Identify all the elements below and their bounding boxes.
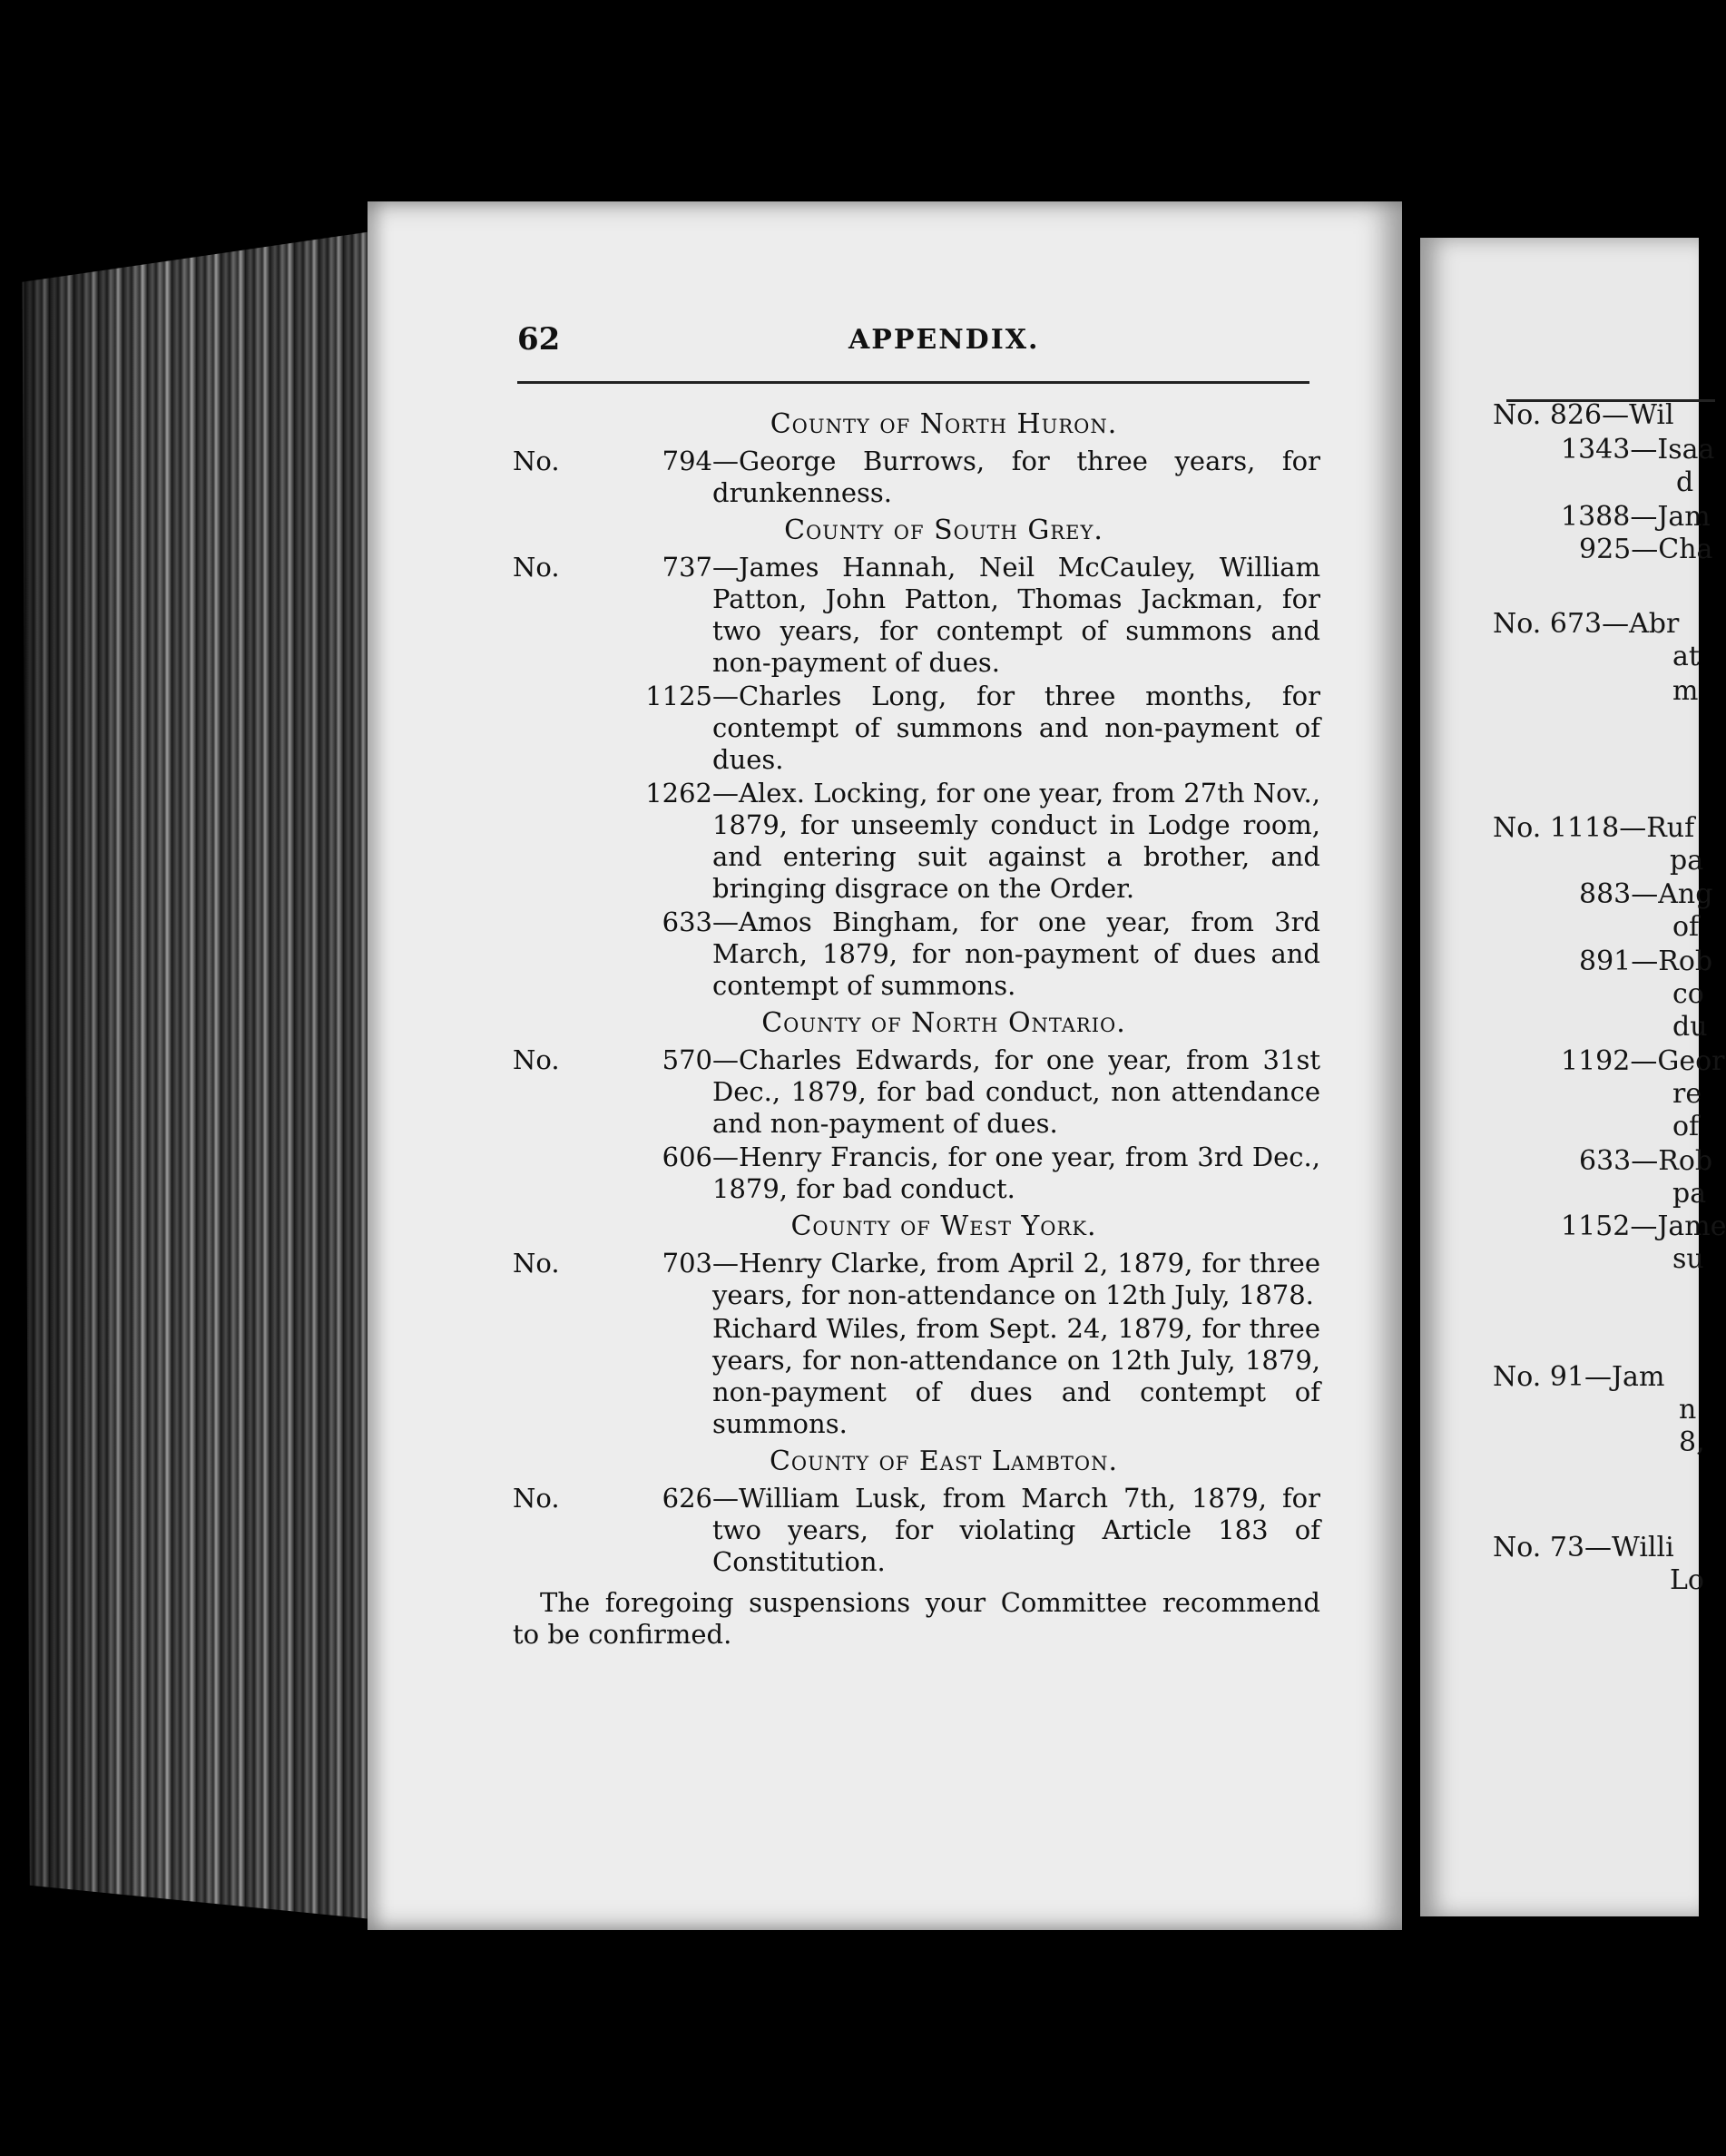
page-content — [513, 403, 1320, 1651]
entry-text: —Henry Clarke, from April 2, 1879, for three years, for non-attendance on 12th July, 1878. — [712, 1248, 1320, 1310]
suspension-entry — [513, 906, 1320, 1002]
suspension-entry — [513, 681, 1320, 776]
entry-no-label: No. — [513, 1044, 560, 1075]
suspension-entry — [513, 1483, 1320, 1578]
closing-paragraph: The foregoing suspensions your Committee recommend to be confirmed. — [513, 1587, 1320, 1650]
entry-text: Richard Wiles, from Sept. 24, 1879, for three years, for non-attendance on 12th July, 1879, non-payment of dues and contempt of summons. — [712, 1313, 1320, 1439]
county-heading: County of North Ontario. — [761, 1007, 1126, 1039]
right-page-fragment: No. 673—Abr — [1493, 608, 1680, 640]
suspension-entry — [513, 1044, 1320, 1140]
lodge-number: 570 — [662, 1044, 712, 1075]
right-page-fragment: 1152—Jame — [1561, 1210, 1726, 1242]
left-page — [368, 201, 1402, 1930]
right-page-fragment: re — [1672, 1078, 1702, 1110]
entry-text: —William Lusk, from March 7th, 1879, for two years, for violating Article 183 of Constitution. — [712, 1483, 1320, 1577]
right-page-fragment: m — [1672, 675, 1699, 707]
right-page-fragment: of — [1672, 1111, 1700, 1142]
county-heading: County of West York. — [790, 1210, 1097, 1242]
page-edges — [0, 231, 372, 1919]
entry-text: —Charles Edwards, for one year, from 31st Dec., 1879, for bad conduct, non attendance and non-payment of dues. — [712, 1044, 1320, 1139]
right-page-fragment: 633—Rob — [1579, 1145, 1713, 1177]
suspension-entry — [513, 1142, 1320, 1205]
entry-text: —Amos Bingham, for one year, from 3rd March, 1879, for non-payment of dues and contempt of summons. — [712, 906, 1320, 1001]
header-rule — [517, 381, 1309, 384]
lodge-number: 606 — [662, 1142, 712, 1172]
right-page-fragment: 883—Ang — [1579, 878, 1713, 910]
entry-no-label: No. — [513, 446, 560, 476]
lodge-number: 626 — [662, 1483, 712, 1514]
entry-no-label: No. — [513, 1248, 560, 1279]
entry-text: —James Hannah, Neil McCauley, William Patton, John Patton, Thomas Jackman, for two years, for contempt of summons and non-payment of dues. — [712, 552, 1320, 678]
right-page-fragment: 1343—Isaa — [1561, 434, 1715, 466]
right-page-fragment: d — [1676, 466, 1694, 498]
entry-no-label: No. — [513, 552, 560, 583]
county-heading: County of South Grey. — [784, 514, 1103, 546]
entry-text: —Alex. Locking, for one year, from 27th Nov., 1879, for unseemly conduct in Lodge room, and entering suit against a brother, and bringing disgrace on the Order. — [712, 778, 1320, 904]
right-page-fragment: 925—Cha — [1579, 534, 1713, 565]
right-page-fragment: co — [1672, 978, 1704, 1010]
suspension-entry — [513, 1248, 1320, 1311]
page-number: 62 — [517, 321, 561, 358]
suspension-entry — [513, 1313, 1320, 1440]
right-page-fragment: at — [1672, 641, 1700, 672]
right-page-fragment: No. 1118—Ruf — [1493, 812, 1695, 844]
right-page-fragment: pa — [1672, 1178, 1707, 1210]
county-heading: County of North Huron. — [770, 408, 1118, 440]
entry-text: —George Burrows, for three years, for drunkenness. — [712, 446, 1320, 508]
lodge-number: 703 — [662, 1248, 712, 1279]
right-page-fragment: du — [1672, 1011, 1708, 1043]
lodge-number: 1125 — [645, 681, 712, 711]
suspension-entry — [513, 778, 1320, 905]
right-page-fragment: No. 73—Willi — [1493, 1532, 1674, 1563]
lodge-number: 1262 — [645, 778, 712, 808]
right-page-fragment: 8, — [1679, 1426, 1705, 1458]
right-page-fragment: Lo — [1670, 1564, 1704, 1596]
right-page-fragment: 891—Rob — [1579, 946, 1713, 977]
running-title: APPENDIX. — [848, 324, 1040, 356]
right-page-fragment: No. 826—Wil — [1493, 399, 1674, 431]
lodge-number: 633 — [662, 906, 712, 937]
suspension-entry — [513, 552, 1320, 679]
right-page-fragment: No. 91—Jam — [1493, 1361, 1665, 1393]
right-page-fragment: 1192—Geor — [1561, 1045, 1725, 1077]
right-page-fragment: 1388—Jam — [1561, 501, 1711, 533]
right-page-fragment: pa — [1670, 845, 1704, 877]
lodge-number: 737 — [662, 552, 712, 583]
entry-text: —Charles Long, for three months, for contempt of summons and non-payment of dues. — [712, 681, 1320, 775]
entry-no-label: No. — [513, 1483, 560, 1514]
suspension-entry — [513, 446, 1320, 509]
county-heading: County of East Lambton. — [769, 1446, 1119, 1477]
lodge-number: 794 — [662, 446, 712, 476]
right-page-fragment: su — [1672, 1243, 1704, 1275]
entry-text: —Henry Francis, for one year, from 3rd Dec., 1879, for bad conduct. — [712, 1142, 1320, 1204]
right-page-fragment: of — [1672, 911, 1700, 943]
right-page — [1420, 238, 1726, 1916]
right-page-fragment: n — [1679, 1394, 1697, 1426]
